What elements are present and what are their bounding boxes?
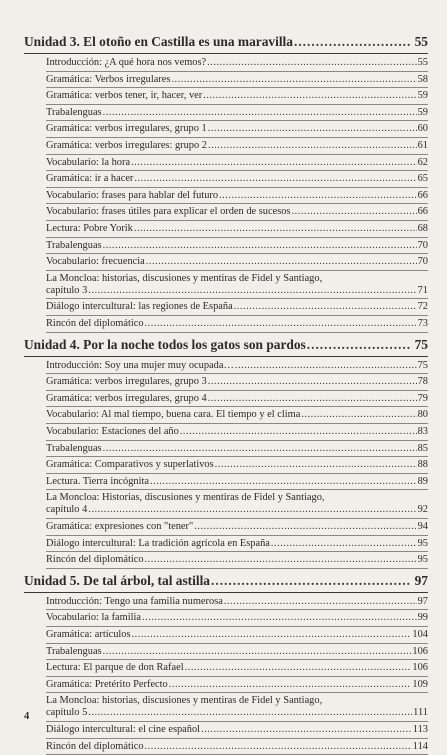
dot-leader xyxy=(88,504,416,516)
entry-label: Introducción: ¿A qué hora nos vemos? xyxy=(46,57,207,68)
entry-label: Gramática: expresiones con "tener" xyxy=(46,521,194,533)
entry-page-number: 94 xyxy=(417,521,428,533)
toc-entry[interactable] xyxy=(46,519,428,536)
dot-leader xyxy=(208,140,417,152)
dot-leader xyxy=(180,426,417,438)
entry-page-number: 79 xyxy=(417,392,428,404)
dot-leader xyxy=(103,107,417,119)
dot-leader xyxy=(201,724,412,736)
toc-entry[interactable] xyxy=(46,457,428,474)
entry-page-number: 80 xyxy=(417,409,428,421)
entry-page-number: 99 xyxy=(417,612,428,624)
toc-entry[interactable] xyxy=(46,271,428,300)
toc-entry[interactable] xyxy=(46,644,428,661)
entry-page-number: 113 xyxy=(412,724,428,736)
entry-label: Introducción: Tengo una familia numerosa xyxy=(46,595,223,607)
dot-leader xyxy=(234,301,417,313)
toc-entry[interactable] xyxy=(46,441,428,458)
unit-title: Unidad 4. Por la noche todos los gatos son pardos xyxy=(24,336,306,352)
toc-entry[interactable] xyxy=(46,407,428,424)
entry-label: Gramática: verbos tener, ir, hacer, ver xyxy=(46,90,203,102)
toc-entry[interactable] xyxy=(46,188,428,205)
unit-page-number: 55 xyxy=(414,34,428,49)
entry-list xyxy=(46,358,428,569)
dot-leader xyxy=(307,337,411,352)
entry-page-number: 109 xyxy=(412,678,428,690)
entry-page-number: 59 xyxy=(417,106,428,118)
unit-section xyxy=(24,573,428,755)
toc-entry[interactable] xyxy=(46,221,428,238)
toc-entry[interactable] xyxy=(46,536,428,553)
dot-leader xyxy=(208,393,417,405)
dot-leader xyxy=(134,223,417,235)
dot-leader xyxy=(88,285,416,297)
entry-label: Vocabulario: frases útiles para explicar el orden de sucesos xyxy=(46,206,291,218)
dot-leader xyxy=(169,679,412,691)
unit-title: Unidad 3. El otoño en Castilla es una maravilla xyxy=(24,34,293,49)
entry-label: Gramática: verbos irregulares: grupo 2 xyxy=(46,139,207,151)
entry-page-number: 114 xyxy=(412,740,428,752)
entry-label: Vocabulario: frecuencia xyxy=(46,256,145,268)
entry-page-number: 70 xyxy=(417,239,428,251)
toc-entry[interactable] xyxy=(46,88,428,105)
entry-page-number: 66 xyxy=(417,206,428,218)
entry-page-number: 70 xyxy=(417,256,428,268)
toc-entry[interactable] xyxy=(46,299,428,316)
entry-page-number: 89 xyxy=(417,475,428,487)
entry-page-number: 60 xyxy=(417,123,428,135)
entry-page-number: 106 xyxy=(412,645,428,657)
entry-label: Gramática: verbos irregulares, grupo 3 xyxy=(46,376,207,388)
dot-leader xyxy=(142,612,417,624)
entry-label: Diálogo intercultural: el cine español xyxy=(46,724,201,736)
toc-entry[interactable] xyxy=(46,254,428,271)
entry-label: Vocabulario: la hora xyxy=(46,156,131,168)
dot-leader xyxy=(103,646,412,658)
entry-label: Lectura: Pobre Yorik xyxy=(46,222,133,234)
entry-label: Gramática: Pretérito Perfecto xyxy=(46,678,168,690)
toc-entry[interactable] xyxy=(46,238,428,255)
entry-label: Diálogo intercultural: La tradición agrícola en España xyxy=(46,537,270,549)
dot-leader xyxy=(194,521,416,533)
entry-label: Rincón del diplomático xyxy=(46,740,144,752)
entry-page-number: 95 xyxy=(417,537,428,549)
dot-leader xyxy=(203,90,416,102)
entry-page-number: 61 xyxy=(417,139,428,151)
unit-heading[interactable] xyxy=(24,34,428,54)
entry-page-number: 88 xyxy=(417,459,428,471)
entry-label: Trabalenguas xyxy=(46,239,102,251)
entry-page-number: 66 xyxy=(417,189,428,201)
entry-page-number: 104 xyxy=(412,629,428,640)
entry-page-number: 78 xyxy=(417,376,428,388)
dot-leader xyxy=(224,596,417,608)
entry-page-number: 72 xyxy=(417,301,428,313)
dot-leader xyxy=(132,629,412,641)
entry-label: La Moncloa: Historias, discusiones y mentiras de Fidel y Santiago, xyxy=(46,492,325,504)
toc-entry[interactable] xyxy=(46,105,428,122)
dot-leader xyxy=(291,206,416,218)
entry-page-number: 65 xyxy=(417,173,428,185)
entry-label: Lectura. Tierra incógnita xyxy=(46,475,150,487)
toc-entry[interactable] xyxy=(46,610,428,627)
entry-page-number: 106 xyxy=(412,662,428,674)
toc-entry[interactable] xyxy=(46,391,428,408)
dot-leader xyxy=(134,173,416,185)
entry-label: Vocabulario: frases para hablar del futuro xyxy=(46,189,219,201)
dot-leader xyxy=(145,741,412,753)
dot-leader xyxy=(294,34,411,49)
entry-label: Trabalenguas xyxy=(46,106,102,118)
dot-leader xyxy=(211,573,411,588)
dot-leader xyxy=(103,443,417,455)
dot-leader xyxy=(185,662,412,674)
entry-label: La Moncloa: historias, discusiones y mentiras de Fidel y Santiago, xyxy=(46,272,323,284)
entry-page-number: 97 xyxy=(417,595,428,607)
toc-entry[interactable] xyxy=(46,739,428,755)
dot-leader xyxy=(171,74,416,86)
dot-leader xyxy=(103,240,417,252)
entry-page-number: 95 xyxy=(417,554,428,566)
unit-section xyxy=(24,34,428,333)
entry-label: Trabalenguas xyxy=(46,645,102,657)
toc-entry[interactable] xyxy=(46,374,428,391)
toc-entry[interactable] xyxy=(46,424,428,441)
unit-section xyxy=(24,337,428,569)
toc-entry[interactable] xyxy=(46,358,428,375)
entry-page-number: 59 xyxy=(417,90,428,102)
entry-label: Trabalenguas xyxy=(46,442,102,454)
unit-page-number: 97 xyxy=(414,572,428,588)
entry-page-number: 58 xyxy=(417,73,428,85)
dot-leader xyxy=(146,256,417,268)
unit-page-number: 75 xyxy=(414,336,428,352)
dot-leader xyxy=(150,476,417,488)
table-of-contents xyxy=(24,34,428,755)
entry-label: Vocabulario: Estaciones del año xyxy=(46,425,179,437)
toc-entry[interactable] xyxy=(46,55,428,72)
entry-label: Rincón del diplomático xyxy=(46,554,144,566)
toc-entry[interactable] xyxy=(46,155,428,172)
dot-leader xyxy=(271,538,417,550)
entry-label: Introducción: Soy una mujer muy ocupada… xyxy=(46,359,234,371)
entry-label: La Moncloa: historias, discusiones y mentiras de Fidel y Santiago, xyxy=(46,695,323,707)
toc-entry[interactable] xyxy=(46,121,428,138)
entry-label: Lectura: El parque de don Rafael xyxy=(46,662,184,674)
toc-entry[interactable] xyxy=(46,204,428,221)
entry-label: Vocabulario: Al mal tiempo, buena cara. El tiempo y el clima xyxy=(46,409,301,421)
toc-entry[interactable] xyxy=(46,594,428,611)
entry-page-number: 71 xyxy=(417,284,428,296)
entry-label: Gramática: Verbos irregulares xyxy=(46,73,171,85)
dot-leader xyxy=(215,459,417,471)
toc-entry[interactable] xyxy=(46,693,428,722)
toc-entry[interactable] xyxy=(46,72,428,89)
entry-page-number: 85 xyxy=(417,442,428,454)
entry-label: Diálogo intercultural: las regiones de España xyxy=(46,301,233,313)
entry-label-continued: capítulo 5 xyxy=(46,707,88,719)
toc-entry[interactable] xyxy=(46,490,428,519)
dot-leader xyxy=(145,554,417,566)
entry-list xyxy=(46,55,428,333)
dot-leader xyxy=(131,157,417,169)
dot-leader xyxy=(88,707,412,719)
dot-leader xyxy=(219,190,417,202)
entry-label-continued: capítulo 3 xyxy=(46,284,88,296)
entry-label: Gramática: verbos irregulares, grupo 4 xyxy=(46,392,207,404)
toc-entry[interactable] xyxy=(46,316,428,333)
toc-entry[interactable] xyxy=(46,474,428,491)
entry-label: Gramática: ir a hacer xyxy=(46,173,134,185)
unit-heading[interactable] xyxy=(24,337,428,357)
entry-page-number: 68 xyxy=(417,222,428,234)
dot-leader xyxy=(208,123,417,135)
entry-page-number: 55 xyxy=(417,57,428,68)
entry-page-number: 75 xyxy=(417,359,428,371)
unit-heading[interactable] xyxy=(24,573,428,593)
entry-page-number: 73 xyxy=(417,318,428,329)
entry-label: Gramática: Comparativos y superlativos xyxy=(46,459,214,471)
toc-entry[interactable] xyxy=(46,627,428,644)
dot-leader xyxy=(235,360,417,372)
entry-label-continued: capítulo 4 xyxy=(46,504,88,516)
entry-list xyxy=(46,594,428,755)
entry-label: Gramática: artículos xyxy=(46,629,131,640)
dot-leader xyxy=(208,376,417,388)
unit-title: Unidad 5. De tal árbol, tal astilla xyxy=(24,572,210,588)
dot-leader xyxy=(207,57,416,69)
entry-label: Rincón del diplomático xyxy=(46,318,144,329)
entry-label: Gramática: verbos irregulares, grupo 1 xyxy=(46,123,207,135)
entry-page-number: 83 xyxy=(417,425,428,437)
toc-entry[interactable] xyxy=(46,677,428,694)
toc-entry[interactable] xyxy=(46,660,428,677)
toc-entry[interactable] xyxy=(46,171,428,188)
toc-entry[interactable] xyxy=(46,552,428,569)
dot-leader xyxy=(301,409,416,421)
toc-entry[interactable] xyxy=(46,722,428,739)
entry-page-number: 92 xyxy=(417,504,428,516)
entry-page-number: 62 xyxy=(417,156,428,168)
entry-page-number: 111 xyxy=(413,707,428,719)
page-number: 4 xyxy=(24,711,30,722)
entry-label: Vocabulario: la familia xyxy=(46,612,142,624)
dot-leader xyxy=(145,318,417,330)
toc-entry[interactable] xyxy=(46,138,428,155)
